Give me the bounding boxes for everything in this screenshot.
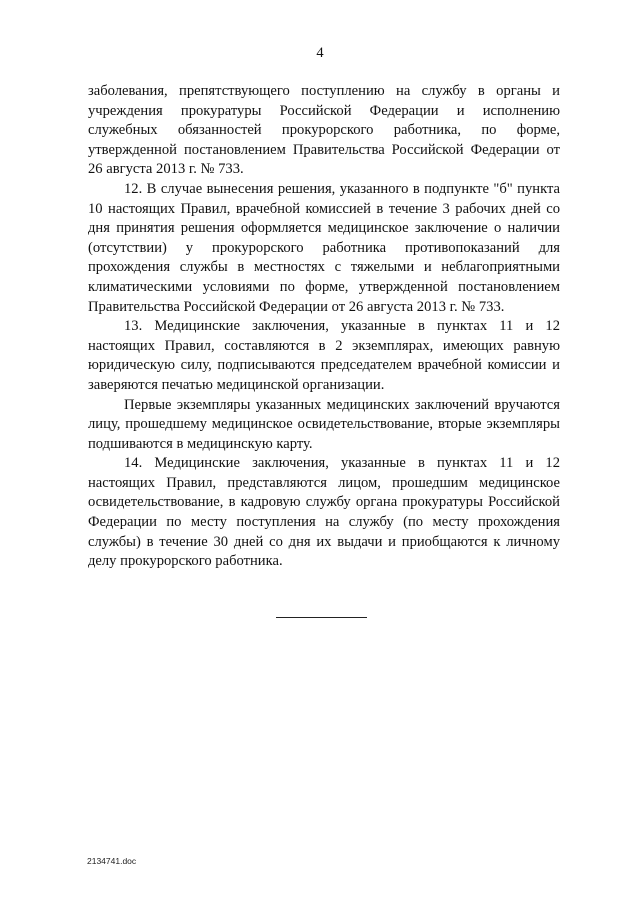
end-separator-line <box>276 617 367 618</box>
paragraph-item-13: 13. Медицинские заключения, указанные в пунктах 11 и 12 настоящих Правил, составляются в 2 экземплярах, имеющих равную юридическую силу, подписываются председателем врачебной комиссии и заверяются печатью медицинской организации. <box>88 318 560 393</box>
paragraph-item-13-copies: Первые экземпляры указанных медицинских заключений вручаются лицу, прошедшему медицинское освидетельствование, вторые экземпляры подшиваются в медицинскую карту. <box>88 396 560 452</box>
document-body <box>88 82 560 572</box>
page-number: 4 <box>316 45 324 61</box>
paragraph-item-14: 14. Медицинские заключения, указанные в пунктах 11 и 12 настоящих Правил, представляются лицом, прошедшим медицинское освидетельствование, в кадровую службу органа прокуратуры Российской Федерации по месту поступления на службу (по месту прохождения службы) в течение 30 дней со дня их выдачи и приобщаются к личному делу прокурорского работника. <box>88 455 560 570</box>
paragraph-item-12: 12. В случае вынесения решения, указанного в подпункте "б" пункта 10 настоящих Правил, врачебной комиссией в течение 3 рабочих дней со дня принятия решения оформляется медицинское заключение о наличии (отсутствии) у прокурорского работника противопоказаний для прохождения службы в местностях с тяжелыми и неблагоприятными климатическими условиями по форме, утвержденной постановлением Правительства Российской Федерации от 26 августа 2013 г. № 733. <box>88 180 560 315</box>
footer-filename: 2134741.doc <box>87 856 137 866</box>
paragraph-continuation: заболевания, препятствующего поступлению на службу в органы и учреждения прокуратуры Российской Федерации и исполнению служебных обязанностей прокурорского работника, по форме, утвержденной постановлением Правительства Российской Федерации от 26 августа 2013 г. № 733. <box>88 83 560 178</box>
